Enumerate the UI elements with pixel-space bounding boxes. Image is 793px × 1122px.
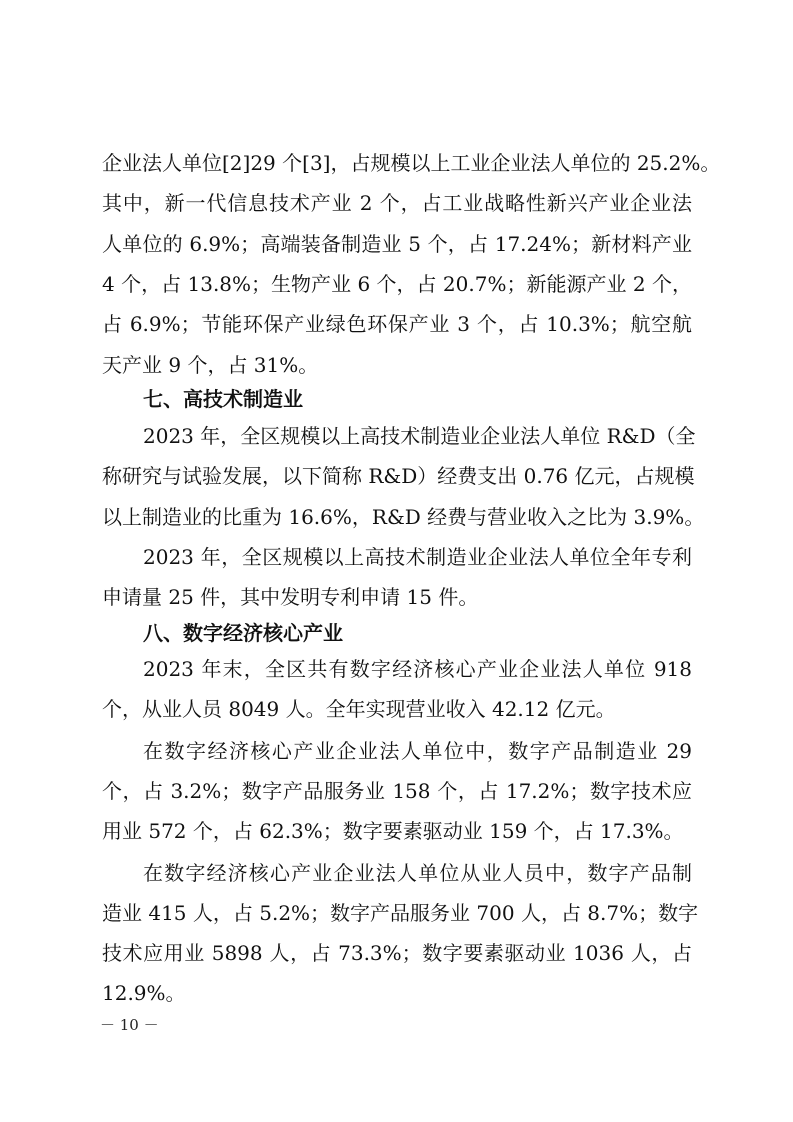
paragraph-line: 申请量 25 件，其中发明专利申请 15 件。 xyxy=(102,585,479,609)
paragraph-line: 企业法人单位[2]29 个[3]，占规模以上工业企业法人单位的 25.2%。 xyxy=(102,151,721,175)
paragraph-line: 占 6.9%；节能环保产业绿色环保产业 3 个，占 10.3%；航空航 xyxy=(102,312,692,336)
paragraph-line: 技术应用业 5898 人，占 73.3%；数字要素驱动业 1036 人，占 xyxy=(102,941,692,965)
paragraph-line: 造业 415 人，占 5.2%；数字产品服务业 700 人，占 8.7%；数字 xyxy=(102,901,699,925)
paragraph-line: 在数字经济核心产业企业法人单位中，数字产品制造业 29 xyxy=(143,739,692,763)
paragraph-line: 称研究与试验发展，以下简称 R&D）经费支出 0.76 亿元，占规模 xyxy=(102,464,695,488)
paragraph-line: 2023 年，全区规模以上高技术制造业企业法人单位 R&D（全 xyxy=(143,424,696,448)
paragraph-line: 12.9%。 xyxy=(102,981,186,1005)
paragraph-line: 个，占 3.2%；数字产品服务业 158 个，占 17.2%；数字技术应 xyxy=(102,779,692,803)
paragraph-line: 2023 年末，全区共有数字经济核心产业企业法人单位 918 xyxy=(143,657,692,681)
paragraph-line: 个，从业人员 8049 人。全年实现营业收入 42.12 亿元。 xyxy=(102,697,616,721)
page-number: － 10 － xyxy=(100,1016,159,1034)
paragraph-line: 在数字经济核心产业企业法人单位从业人员中，数字产品制 xyxy=(143,861,692,885)
paragraph-line: 用业 572 个，占 62.3%；数字要素驱动业 159 个，占 17.3%。 xyxy=(102,819,684,843)
section-heading-7: 七、高技术制造业 xyxy=(143,387,303,411)
paragraph-line: 4 个，占 13.8%；生物产业 6 个，占 20.7%；新能源产业 2 个， xyxy=(102,272,692,296)
section-heading-8: 八、数字经济核心产业 xyxy=(143,621,343,645)
paragraph-line: 其中，新一代信息技术产业 2 个，占工业战略性新兴产业企业法 xyxy=(102,191,692,215)
paragraph-line: 人单位的 6.9%；高端装备制造业 5 个，占 17.24%；新材料产业 xyxy=(102,232,692,256)
paragraph-line: 以上制造业的比重为 16.6%，R&D 经费与营业收入之比为 3.9%。 xyxy=(102,505,705,529)
paragraph-line: 天产业 9 个，占 31%。 xyxy=(102,353,319,377)
paragraph-line: 2023 年，全区规模以上高技术制造业企业法人单位全年专利 xyxy=(143,545,692,569)
